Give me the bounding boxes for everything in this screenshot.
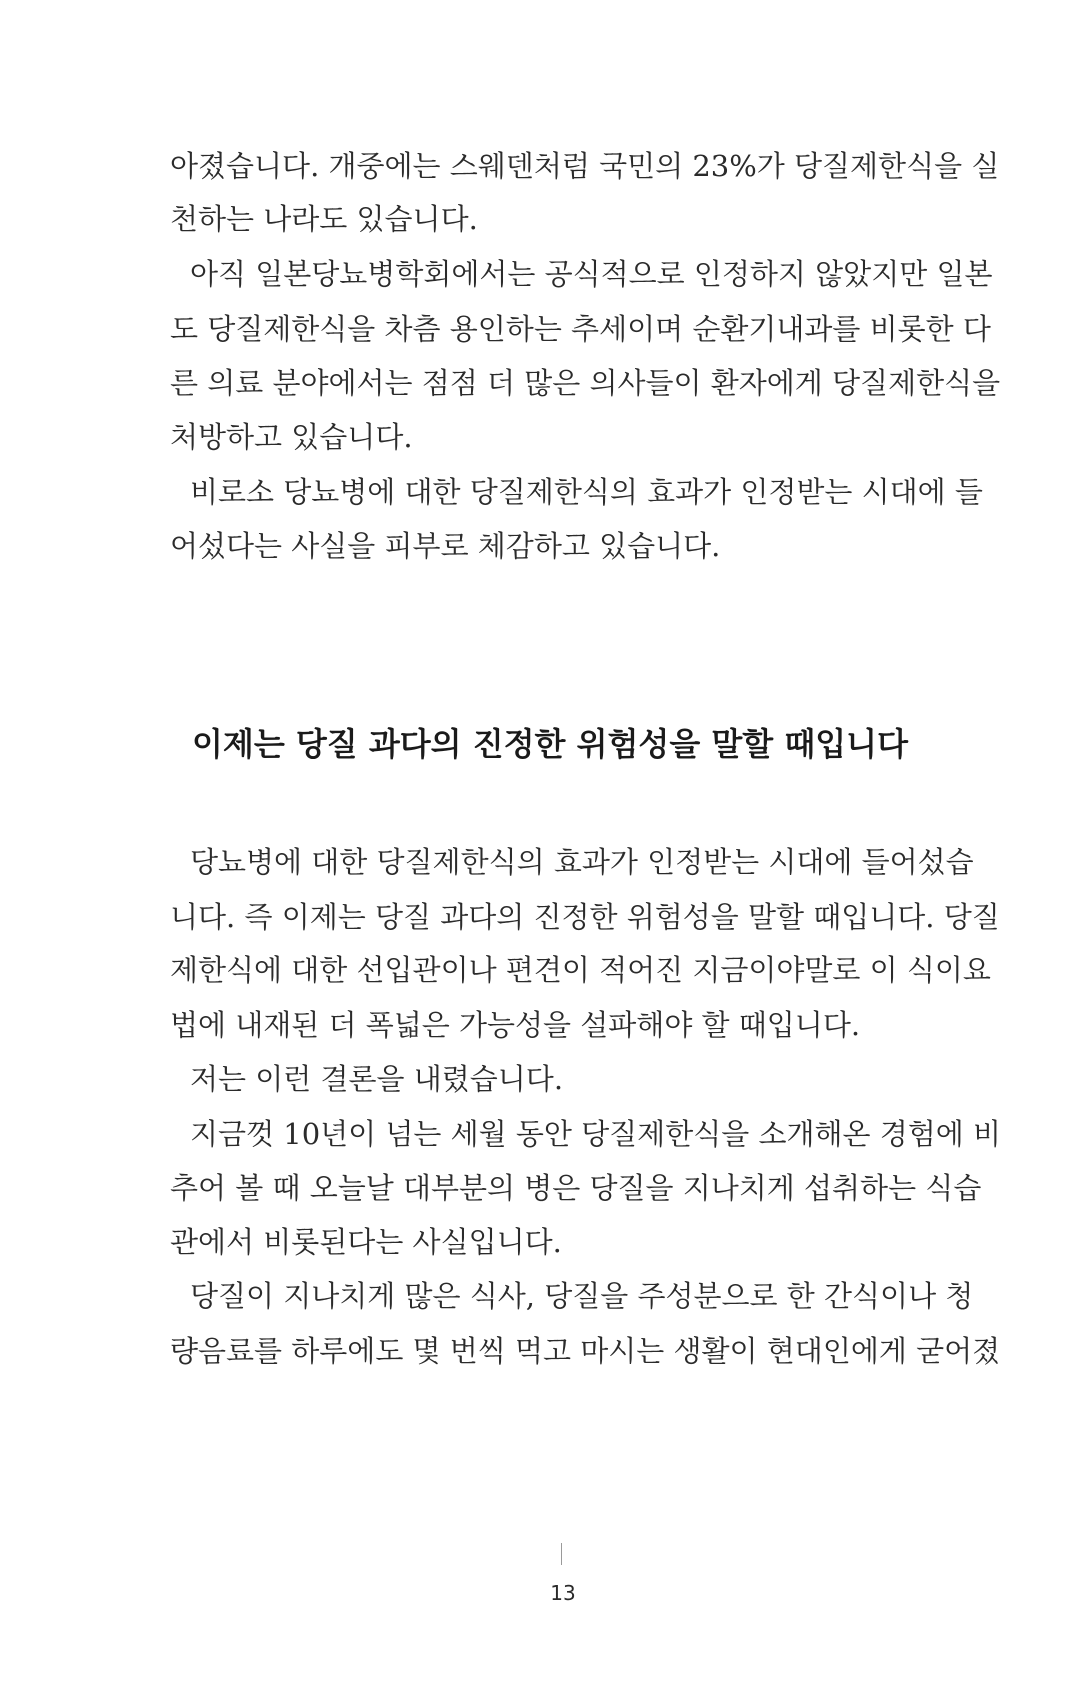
body-text-line: 추어 볼 때 오늘날 대부분의 병은 당질을 지나치게 섭취하는 식습 bbox=[170, 1171, 982, 1205]
body-text-line: 아졌습니다. 개중에는 스웨덴처럼 국민의 23%가 당질제한식을 실 bbox=[170, 149, 1000, 183]
body-text-line: 저는 이런 결론을 내렸습니다. bbox=[190, 1062, 564, 1096]
body-text-line: 당뇨병에 대한 당질제한식의 효과가 인정받는 시대에 들어섰습 bbox=[190, 845, 974, 879]
body-text-line: 른 의료 분야에서는 점점 더 많은 의사들이 환자에게 당질제한식을 bbox=[170, 366, 1001, 400]
body-text-line: 니다. 즉 이제는 당질 과다의 진정한 위험성을 말할 때입니다. 당질 bbox=[170, 900, 1000, 934]
body-text-line: 어섰다는 사실을 피부로 체감하고 있습니다. bbox=[170, 529, 721, 563]
body-text-line: 지금껏 10년이 넘는 세월 동안 당질제한식을 소개해온 경험에 비 bbox=[190, 1117, 1001, 1151]
body-text-line: 법에 내재된 더 폭넓은 가능성을 설파해야 할 때입니다. bbox=[170, 1008, 861, 1042]
body-text-line: 도 당질제한식을 차츰 용인하는 추세이며 순환기내과를 비롯한 다 bbox=[170, 312, 991, 346]
body-text-line: 제한식에 대한 선입관이나 편견이 적어진 지금이야말로 이 식이요 bbox=[170, 953, 991, 987]
body-text-line: 처방하고 있습니다. bbox=[170, 420, 413, 454]
body-text-line: 아직 일본당뇨병학회에서는 공식적으로 인정하지 않았지만 일본 bbox=[190, 257, 993, 291]
folio-rule bbox=[561, 1543, 562, 1565]
body-text-line: 비로소 당뇨병에 대한 당질제한식의 효과가 인정받는 시대에 들 bbox=[190, 475, 983, 509]
page-number: 13 bbox=[550, 1581, 576, 1605]
body-text-line: 천하는 나라도 있습니다. bbox=[170, 202, 478, 236]
body-text-line: 량음료를 하루에도 몇 번씩 먹고 마시는 생활이 현대인에게 굳어졌 bbox=[170, 1334, 1001, 1368]
body-text-line: 당질이 지나치게 많은 식사, 당질을 주성분으로 한 간식이나 청 bbox=[190, 1279, 974, 1313]
body-text-line: 관에서 비롯된다는 사실입니다. bbox=[170, 1225, 562, 1259]
section-heading: 이제는 당질 과다의 진정한 위험성을 말할 때입니다 bbox=[192, 725, 908, 763]
